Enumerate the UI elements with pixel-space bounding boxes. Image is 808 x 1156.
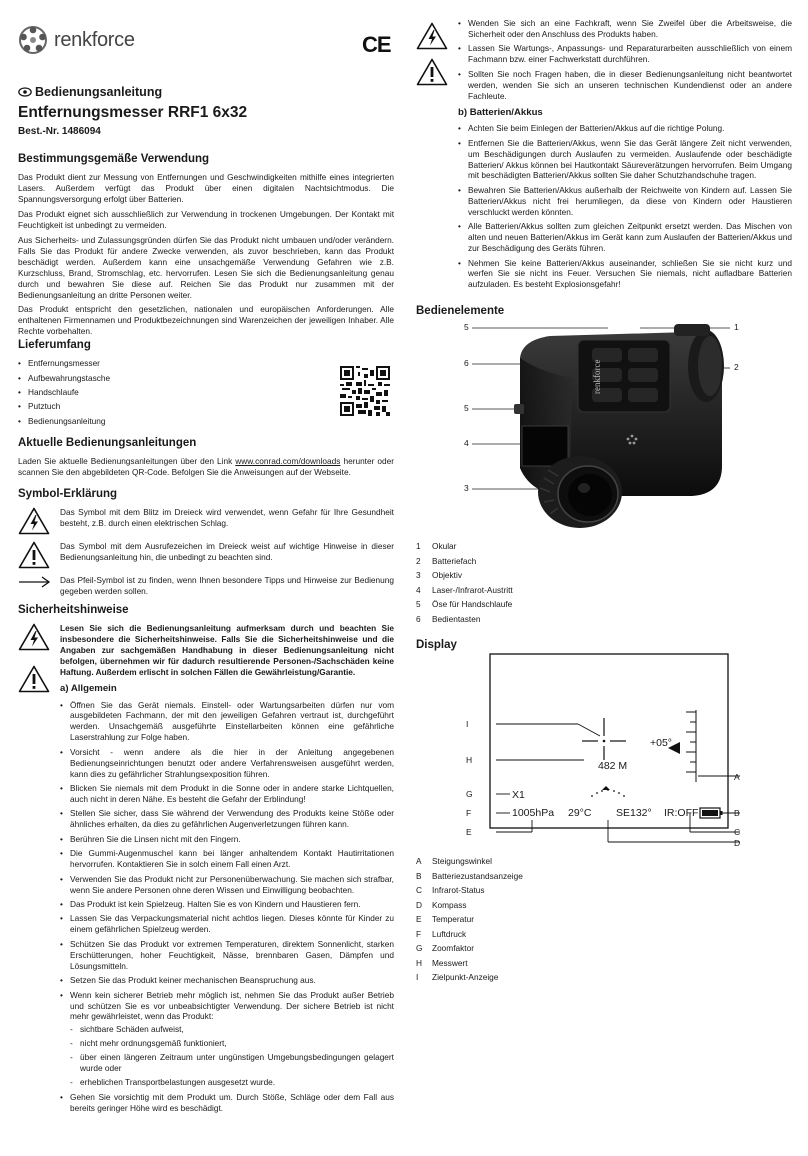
display-label-g: G [466,789,473,799]
safety-section [18,603,394,1117]
safety-heading: Sicherheitshinweise [18,604,129,616]
list-item: • Entfernungsmesser [18,358,394,369]
callout-2: 2 [734,362,739,372]
list-item: 2 Batteriefach [416,555,477,566]
display-heading: Display [416,639,457,651]
current-manuals-heading: Aktuelle Bedienungsanleitungen [18,437,197,449]
callout-6: 6 [464,358,469,368]
order-number: Best.-Nr. 1486094 [18,126,101,137]
list-item: 3 Objektiv [416,570,462,581]
current-manuals-pre: Laden Sie aktuelle Bedienungsanleitungen über den Link [18,456,236,467]
list-item: H Messwert [416,957,468,968]
list-item: • Aufbewahrungstasche [18,373,394,384]
intended-use-heading: Bestimmungsgemäße Verwendung [18,153,210,165]
exclamation-warning-icon [416,58,448,86]
symbol-heading: Symbol-Erklärung [18,488,118,500]
display-label-e: E [466,827,472,837]
list-item: A Steigungswinkel [416,856,492,866]
callout-4: 4 [464,438,469,448]
list-item: - erheblichen Transportbelastungen ausgesetzt wurde. [70,1077,394,1088]
batteries-list [458,123,792,290]
symbol-section [18,487,394,603]
list-item: D Kompass [416,899,467,910]
list-item: - sichtbare Schäden aufweist, [70,1024,394,1035]
callout-3: 3 [464,483,469,493]
symbol-row-exclaim [18,541,394,569]
renkforce-logo-icon [18,25,48,55]
list-item: • Handschlaufe [18,387,394,398]
right-safety-icons [416,18,450,294]
unsafe-list [70,1024,394,1088]
battery-icon [700,808,723,818]
list-item: • Die Gummi-Augenmuschel kann bei länger anhaltendem Kontakt Hautirritationen hervorrufen. Kontaktieren Sie in solch einem Fall einen Arzt. [60,848,394,870]
list-item [60,990,394,1089]
list-item: - über einen längeren Zeitraum unter ungünstigen Umgebungsbedingungen gelagert wurde oder [70,1052,394,1074]
list-item: • Blicken Sie niemals mit dem Produkt in die Sonne oder in andere starke Lichtquellen, auch nicht in deren Nähe. Es besteht die Gefahr der Erblindung! [60,783,394,805]
display-diagram [460,652,750,852]
batteries-heading: b) Batterien/Akkus [458,106,543,118]
angle-readout: +05° [650,737,673,749]
scope-list [18,358,394,427]
list-item: C Infrarot-Status [416,885,485,896]
intended-use-paragraph: Das Produkt eignet sich ausschließlich zur Verwendung in trockenen Umgebungen. Der Kontakt mit Feuchtigkeit ist unbedingt zu vermeiden. [18,208,394,230]
intended-use-paragraph: Aus Sicherheits- und Zulassungsgründen dürfen Sie das Produkt nicht umbauen und/oder verändern. Falls Sie das Produkt für andere Zwecke verwenden, als zuvor beschrieben, kann das Produkt beschädigt werden. Außerdem kann eine unsachgemäße Verwendung Gefahren wie z.B. Kurzschluss, Brand, Stromschlag, etc. hervorrufen. Lesen Sie sich die Bedienungsanleitung genau durch und bewahren Sie diese auf. Reichen Sie das Produkt nur zusammen mit der Bedienungsanleitung an dritte Personen weiter. [18,234,394,300]
list-item: I Zielpunkt-Anzeige [416,972,499,983]
list-item: • Wenden Sie sich an eine Fachkraft, wenn Sie Zweifel über die Arbeitsweise, die Sicherheit oder den Anschluss des Produkts haben. [458,18,792,40]
right-safety-content [458,18,792,294]
list-item: • Nehmen Sie keine Batterien/Akkus auseinander, schließen Sie sie nicht kurz und werfen Sie sie nicht ins Feuer. Versuchen Sie niemals, nicht aufladbare Batterien aufzuladen. Es besteht Explosionsgefahr! [458,258,792,291]
list-item: • Bedienungsanleitung [18,416,394,427]
product-title: Entfernungsmesser RRF1 6x32 [18,104,248,121]
list-item: • Setzen Sie das Produkt keiner mechanischen Beanspruchung aus. [60,975,394,986]
list-item: • Alle Batterien/Akkus sollten zum gleichen Zeitpunkt ersetzt werden. Das Mischen von alten und neuen Batterien/Akkus im Gerät kann zum Auslaufen der Batterien/Akkus und zur Beschädigung des Geräts führen. [458,221,792,254]
list-item: F Luftdruck [416,928,467,939]
symbol-row-arrow [18,575,394,597]
list-item: • Bewahren Sie Batterien/Akkus außerhalb der Reichweite von Kindern auf. Lassen Sie Batterien/Akkus nicht frei herumliegen, da diese von Kindern oder Haustieren verschluckt werden könnten. [458,185,792,218]
exclaim-description: Das Symbol mit dem Ausrufezeichen im Dreieck weist auf wichtige Hinweise in dieser Bedienungsanleitung hin, die unbedingt zu beachten sind. [60,541,394,563]
symbol-row-lightning [18,507,394,535]
list-item: 6 Bedientasten [416,613,481,624]
distance-readout: 482 M [598,760,628,772]
safety-content [60,623,394,1117]
display-label-h: H [466,755,473,765]
list-item: • Das Produkt ist kein Spielzeug. Halten Sie es von Kindern und Haustieren fern. [60,899,394,910]
right-safety-block [416,18,792,294]
list-item: • Schützen Sie das Produkt vor extremen Temperaturen, direktem Sonnenlicht, starken Erschütterungen, hoher Feuchtigkeit, Nässe, brennbaren Gasen, Dämpfen und Lösungsmitteln. [60,939,394,972]
lightning-warning-icon [18,507,50,535]
lightning-description: Das Symbol mit dem Blitz im Dreieck wird verwendet, wenn Gefahr für Ihre Gesundheit besteht, z.B. durch einen elektrischen Schlag. [60,507,394,529]
callout-5-top: 5 [464,322,469,332]
display-label-b: B [734,808,740,818]
general-list [60,700,394,1114]
list-item: • Entfernen Sie die Batterien/Akkus, wenn Sie das Gerät längere Zeit nicht verwenden, um Beschädigungen durch Auslaufen zu vermeiden. Auslaufende oder beschädigte Batterien/ Akkus können bei Hautkontakt Säureverätzungen hervorrufen. Beim Umgang mit beschädigten Batterien/Akkus sollten Sie daher Schutzhandschuhe tragen. [458,138,792,182]
unsafe-intro: Wenn kein sicherer Betrieb mehr möglich ist, nehmen Sie das Produkt außer Betrieb und schützen Sie es vor unbeabsichtigter Verwendung. Der sichere Betrieb ist nicht mehr gewährleistet, wenn das Produkt: [70,989,394,1022]
intended-use-paragraph: Das Produkt entspricht den gesetzlichen, nationalen und europäischen Anforderungen. Alle enthaltenen Firmennamen und Produktbezeichnungen sind Warenzeichen der jeweiligen Inhaber. Alle Rechte vorbehalten. [18,304,394,337]
display-frame [490,654,728,828]
exclamation-warning-icon [18,665,50,693]
list-item: • Stellen Sie sicher, dass Sie während der Verwendung des Produkts keine Stöße oder ähnliches erhalten, da dies zu gefährlichen Augenverletzungen führen kann. [60,808,394,830]
exclamation-warning-icon [18,541,50,569]
scope-section [18,338,394,430]
device-brand-label: renkforce [592,359,602,394]
list-item: 5 Öse für Handschlaufe [416,599,513,610]
temperature-readout: 29°C [568,807,592,819]
compass-readout: SE132° [616,807,652,819]
display-label-a: A [734,772,740,782]
current-manuals-section [18,436,394,482]
list-item: G Zoomfaktor [416,943,474,954]
list-item: B Batteriezustandsanzeige [416,870,523,881]
qr-code-icon[interactable] [340,366,390,416]
safety-intro: Lesen Sie sich die Bedienungsanleitung aufmerksam durch und beachten Sie insbesondere die Sicherheitshinweise. Falls Sie die Sicherheitshinweise und die Angaben zur sachgemäßen Handhabung in dieser Bedienungsanleitung nicht befolgen, übernehmen wir für dadurch resultierende Personen-/Sachschäden keine Haftung. Außerdem erlischt in solchen Fällen die Gewährleistung/Garantie. [60,623,394,677]
list-item: - nicht mehr ordnungsgemäß funktioniert, [70,1038,394,1049]
list-item: • Lassen Sie das Verpackungsmaterial nicht achtlos liegen. Dieses könnte für Kinder zu einem gefährlichen Spielzeug werden. [60,913,394,935]
arrow-description: Das Pfeil-Symbol ist zu finden, wenn Ihnen besondere Tipps und Hinweise zur Bedienung gegeben werden sollen. [60,575,394,597]
continued-general-list [458,18,792,102]
intended-use-paragraph: Das Produkt dient zur Messung von Entfernungen und Geschwindigkeiten mithilfe eines integrierten Lasers. Außerdem verfügt das Produkt über einen digitalen Nachtsichtmodus. Die Spannungsversorgung erfolgt über Batterien. [18,172,394,205]
lightning-warning-icon [416,22,448,50]
display-label-c: C [734,827,741,837]
scope-heading: Lieferumfang [18,339,91,351]
list-item: • Verwenden Sie das Produkt nicht zur Personenüberwachung. Sie machen sich strafbar, wenn Sie andere Personen ohne deren Wissen und Einwilligung beobachten. [60,874,394,896]
callout-1: 1 [734,322,739,332]
list-item: 4 Laser-/Infrarot-Austritt [416,584,513,595]
list-item: • Berühren Sie die Linsen nicht mit den Fingern. [60,834,394,845]
current-manuals-text [18,456,394,478]
safety-body [18,623,394,1117]
device-illustration [460,318,766,530]
ir-status-readout: IR:OFF [664,807,699,819]
display-label-i: I [466,719,469,729]
downloads-link[interactable]: www.conrad.com/downloads [235,456,341,467]
list-item: • Öffnen Sie das Gerät niemals. Einstell- oder Wartungsarbeiten dürfen nur vom ausgebildeten Fachmann, der mit den jeweiligen Gefahren vertraut ist, durchgeführt werden. Unsachgemäß ausgeführte Einstellarbeiten können eine gefährliche Laserstrahlung zur Folge haben. [60,700,394,744]
safety-icons [18,623,52,1117]
display-label-d: D [734,838,741,848]
manual-label-text: Bedienungsanleitung [35,85,163,99]
intended-use-section [18,152,394,341]
brand-name: renkforce [54,28,135,51]
controls-legend [416,541,513,628]
list-item: • Sollten Sie noch Fragen haben, die in dieser Bedienungsanleitung nicht beantwortet werden, wenden Sie sich an unseren technischen Kundendienst oder an andere Fachleute. [458,69,792,102]
list-item: • Lassen Sie Wartungs-, Anpassungs- und Reparaturarbeiten ausschließlich von einem Fachmann bzw. einer Fachwerkstatt durchführen. [458,43,792,65]
list-item: E Temperatur [416,914,474,925]
list-item: • Gehen Sie vorsichtig mit dem Produkt um. Durch Stöße, Schläge oder dem Fall aus bereits geringer Höhe wird es beschädigt. [60,1092,394,1114]
eye-icon [18,87,32,97]
callout-5-side: 5 [464,403,469,413]
current-manuals-post: herunter oder scannen Sie den abgebildeten QR-Code. Befolgen Sie die Anweisungen auf der Webseite. [18,456,395,478]
arrow-right-icon [18,575,50,589]
list-item: • Vorsicht - wenn andere als die hier in der Anleitung angegebenen Bedienungseinrichtungen benutzt oder andere Verfahrensweisen ausgeführt werden, kann dies zu gefährlicher Strahlungsexposition führen. [60,747,394,780]
display-label-f: F [466,808,472,818]
ce-mark: CE [362,32,391,57]
general-heading: a) Allgemein [60,682,117,694]
list-item: • Putztuch [18,401,394,412]
zoom-readout: X1 [512,789,525,801]
brand-logo [18,24,135,56]
list-item: 1 Okular [416,541,457,551]
pressure-readout: 1005hPa [512,807,555,819]
display-legend [416,856,523,987]
controls-heading: Bedienelemente [416,305,505,317]
manual-label [18,84,162,101]
list-item: • Achten Sie beim Einlegen der Batterien/Akkus auf die richtige Polung. [458,123,792,134]
lightning-warning-icon [18,623,50,651]
